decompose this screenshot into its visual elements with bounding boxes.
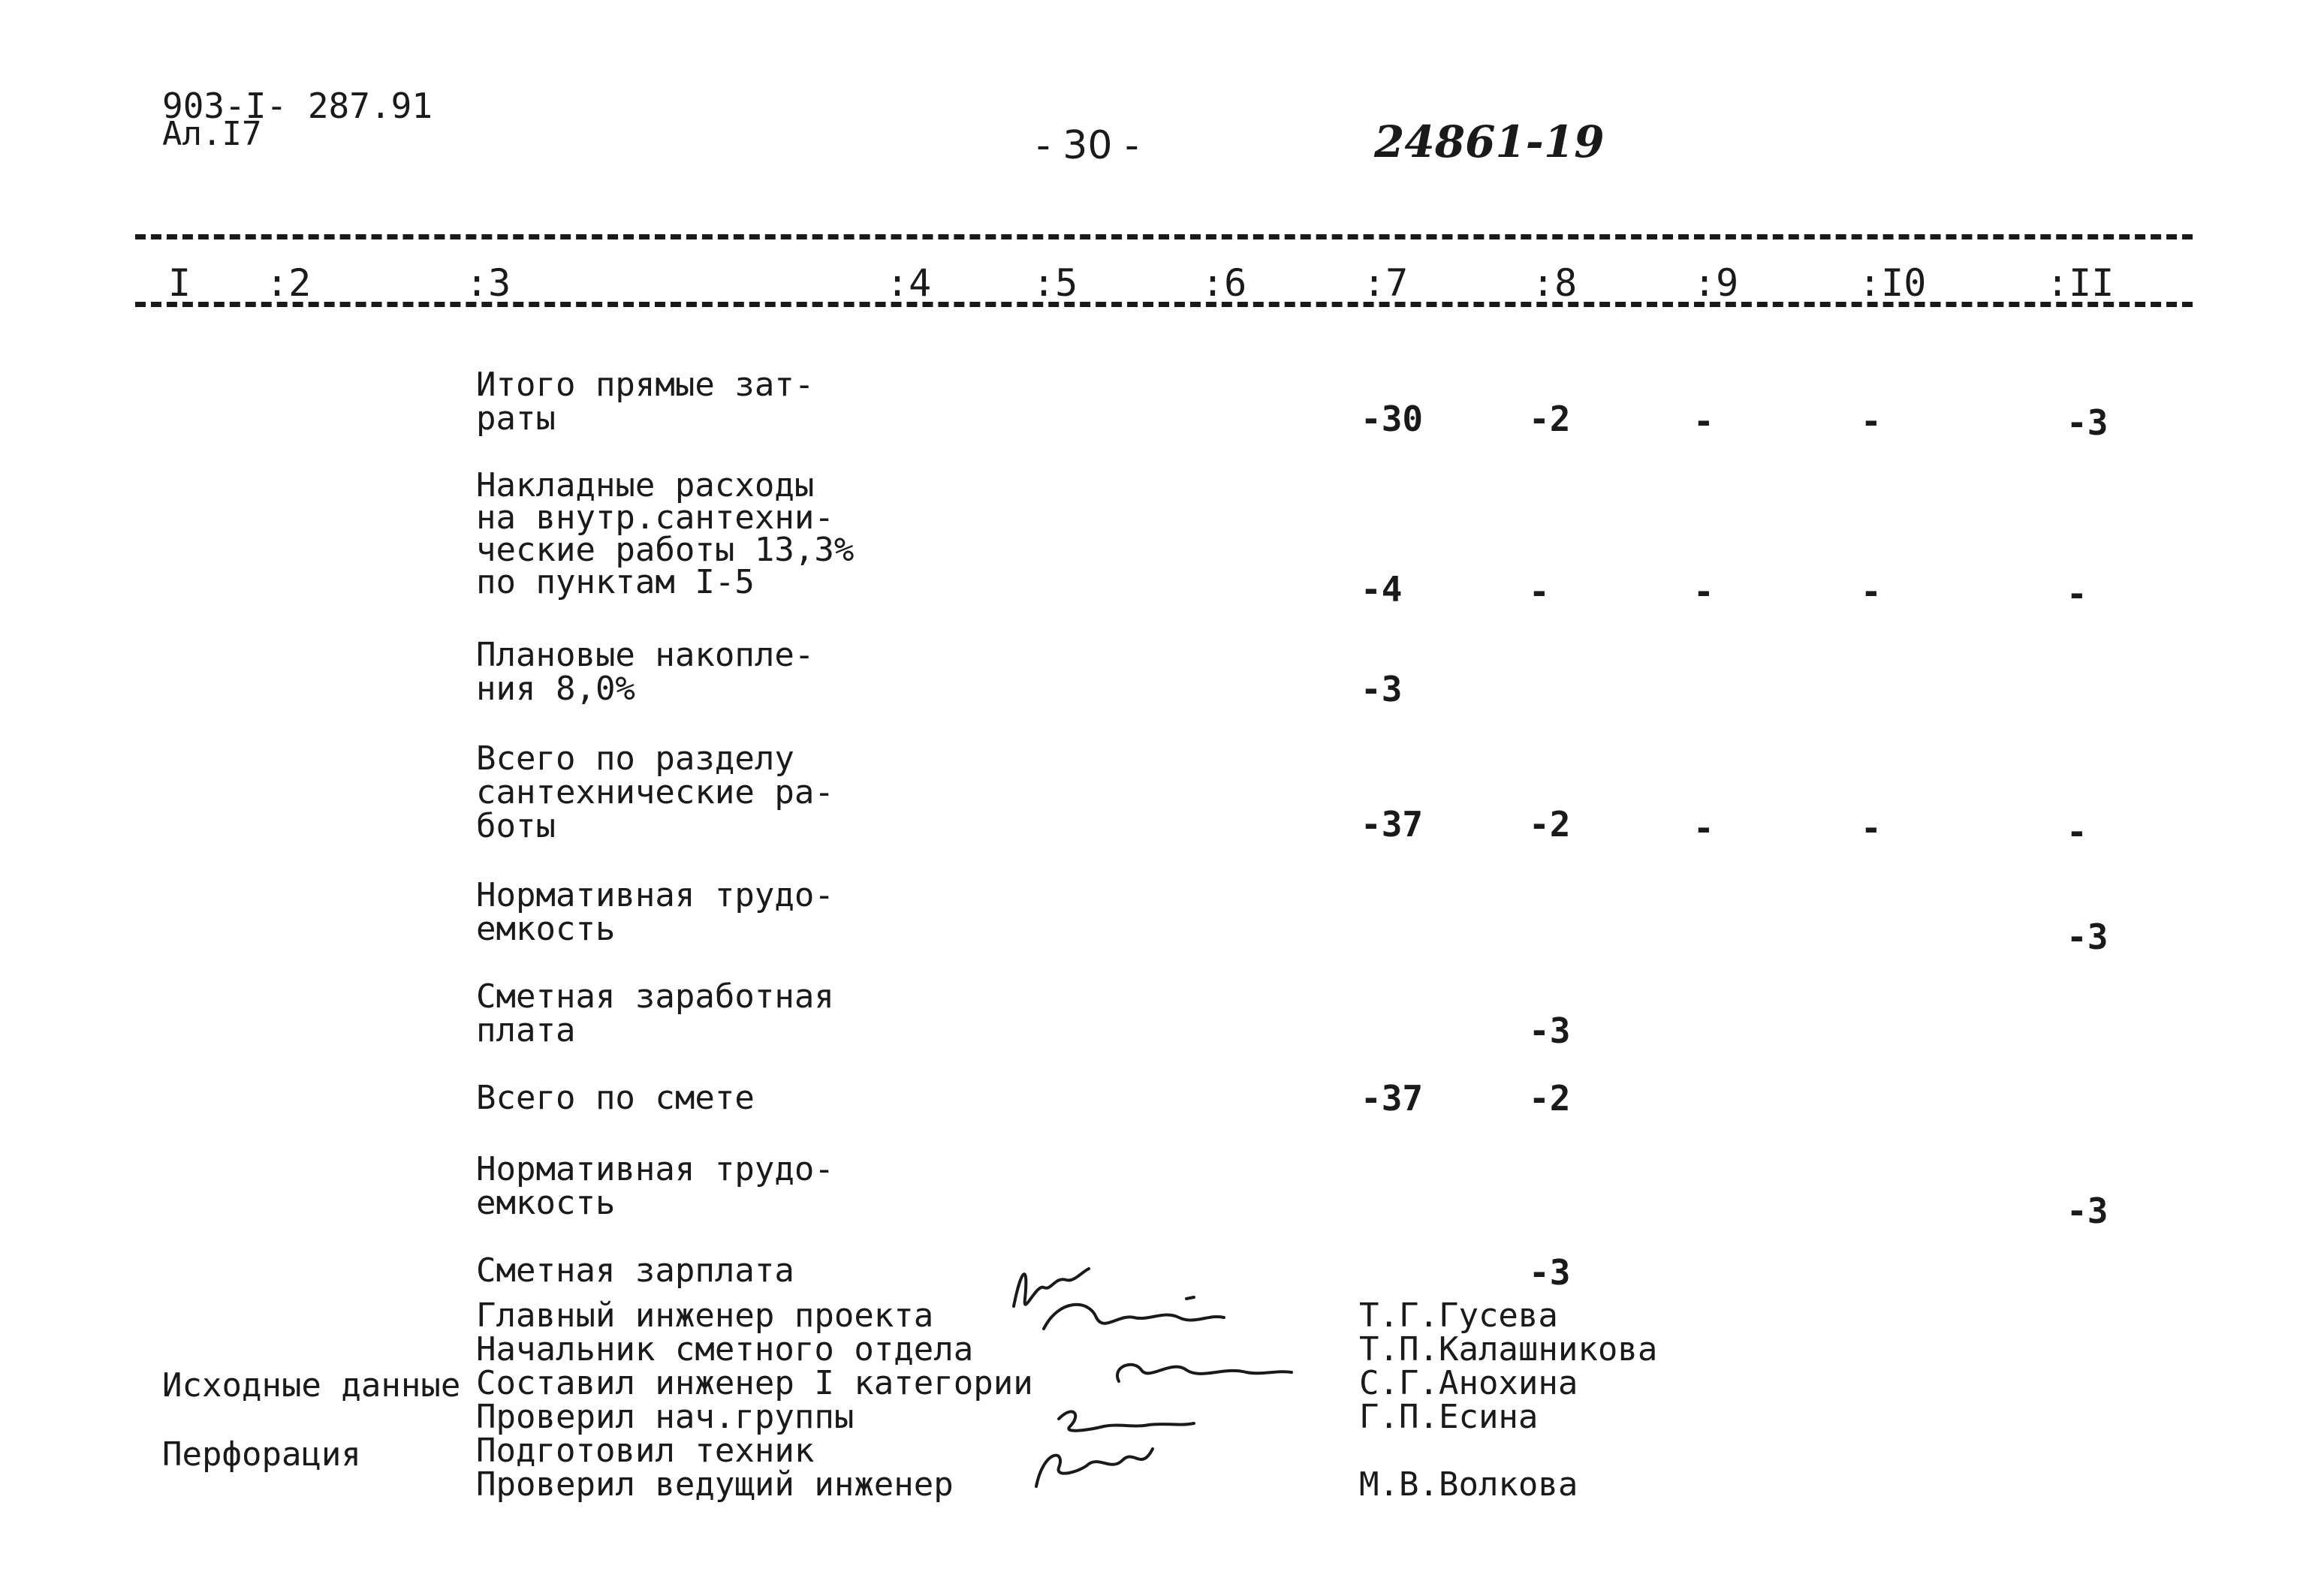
- row7-col7: -37: [1361, 1078, 1424, 1119]
- handwritten-signatures: [999, 1246, 1344, 1501]
- row9-col8: -3: [1529, 1252, 1571, 1293]
- table-row-label: Нормативная трудо- емкость: [476, 1150, 834, 1222]
- row2-col8: -: [1529, 571, 1550, 612]
- doc-code: 903-I- 287.91: [162, 86, 433, 126]
- row2-col11: -: [2066, 574, 2087, 614]
- col-header-6: :6: [1201, 261, 1247, 305]
- row1-col11: -3: [2066, 402, 2109, 443]
- name-esina: Г.П.Есина: [1359, 1398, 1539, 1436]
- col-header-8: :8: [1532, 261, 1578, 305]
- col-header-7: :7: [1363, 261, 1409, 305]
- row5-col11: -3: [2066, 917, 2109, 957]
- row7-col8: -2: [1529, 1078, 1571, 1119]
- row1-col7: -30: [1361, 399, 1424, 439]
- page-number: - 30 -: [1036, 123, 1139, 168]
- row2-col10: -: [1861, 571, 1882, 612]
- name-guseva: Т.Г.Гусева: [1359, 1296, 1558, 1335]
- sheet-number: Ал.I7: [162, 115, 262, 153]
- row4-col10: -: [1861, 808, 1882, 848]
- role-compiled-by: Составил инженер I категории: [476, 1364, 1033, 1402]
- row3-col7: -3: [1361, 669, 1403, 709]
- name-empty: [1359, 1434, 1657, 1468]
- col-header-3: :3: [466, 261, 511, 305]
- signature-group-checker: [1059, 1411, 1194, 1430]
- role-chief-engineer: Главный инженер проекта: [476, 1296, 934, 1335]
- col-header-10: :I0: [1858, 261, 1927, 305]
- table-row-label: Сметная зарплата: [476, 1251, 794, 1290]
- role-estimate-head: Начальник сметного отдела: [476, 1330, 974, 1369]
- signature-names: [1359, 1296, 1658, 1504]
- row4-col11: -: [2066, 812, 2087, 852]
- signature-estimate-head: [1044, 1297, 1224, 1329]
- label-source-data: Исходные данные: [162, 1366, 461, 1405]
- table-row-label: Всего по разделу сантехнические ра- боты: [476, 739, 834, 845]
- col-header-1: I: [168, 261, 191, 305]
- name-kalashnikova: Т.П.Калашникова: [1359, 1330, 1658, 1369]
- table-row-label: Итого прямые зат- раты: [476, 366, 815, 438]
- table-row-label: Плановые накопле- ния 8,0%: [476, 636, 815, 708]
- role-technician: Подготовил техник: [476, 1432, 815, 1470]
- table-header-rule: [135, 302, 2193, 307]
- col-header-2: :2: [266, 261, 312, 305]
- row1-col9: -: [1693, 401, 1714, 441]
- role-group-checker: Проверил нач.группы: [476, 1398, 855, 1436]
- signature-roles: [476, 1296, 1033, 1504]
- table-top-rule: [135, 234, 2193, 239]
- name-anokhina: С.Г.Анохина: [1359, 1364, 1578, 1402]
- role-lead-engineer: Проверил ведущий инженер: [476, 1465, 954, 1504]
- col-header-11: :II: [2046, 261, 2115, 305]
- row2-col7: -4: [1361, 569, 1403, 610]
- table-row-label: Нормативная трудо- емкость: [476, 876, 834, 948]
- col-header-9: :9: [1693, 261, 1739, 305]
- row6-col8: -3: [1529, 1010, 1571, 1051]
- row1-col8: -2: [1529, 399, 1571, 439]
- row2-col9: -: [1693, 571, 1714, 612]
- row4-col7: -37: [1361, 804, 1424, 845]
- name-volkova: М.В.Волкова: [1359, 1465, 1578, 1504]
- row1-col10: -: [1861, 401, 1882, 441]
- signature-compiler: [1117, 1365, 1292, 1381]
- signature-chief-engineer: [1014, 1269, 1089, 1306]
- row4-col8: -2: [1529, 804, 1571, 845]
- row4-col9: -: [1693, 808, 1714, 848]
- col-header-4: :4: [886, 261, 932, 305]
- table-row-label: Накладные расходы на внутр.сантехни- ческие работы 13,3% по пунктам I-5: [476, 466, 855, 601]
- handwritten-code: 24861-19: [1374, 116, 1605, 167]
- table-row-label: Всего по смете: [476, 1079, 755, 1117]
- col-header-5: :5: [1032, 261, 1078, 305]
- signature-technician: [1036, 1449, 1153, 1486]
- row8-col11: -3: [2066, 1191, 2109, 1231]
- label-perforation: Перфорация: [162, 1435, 361, 1474]
- table-row-label: Сметная заработная плата: [476, 977, 834, 1049]
